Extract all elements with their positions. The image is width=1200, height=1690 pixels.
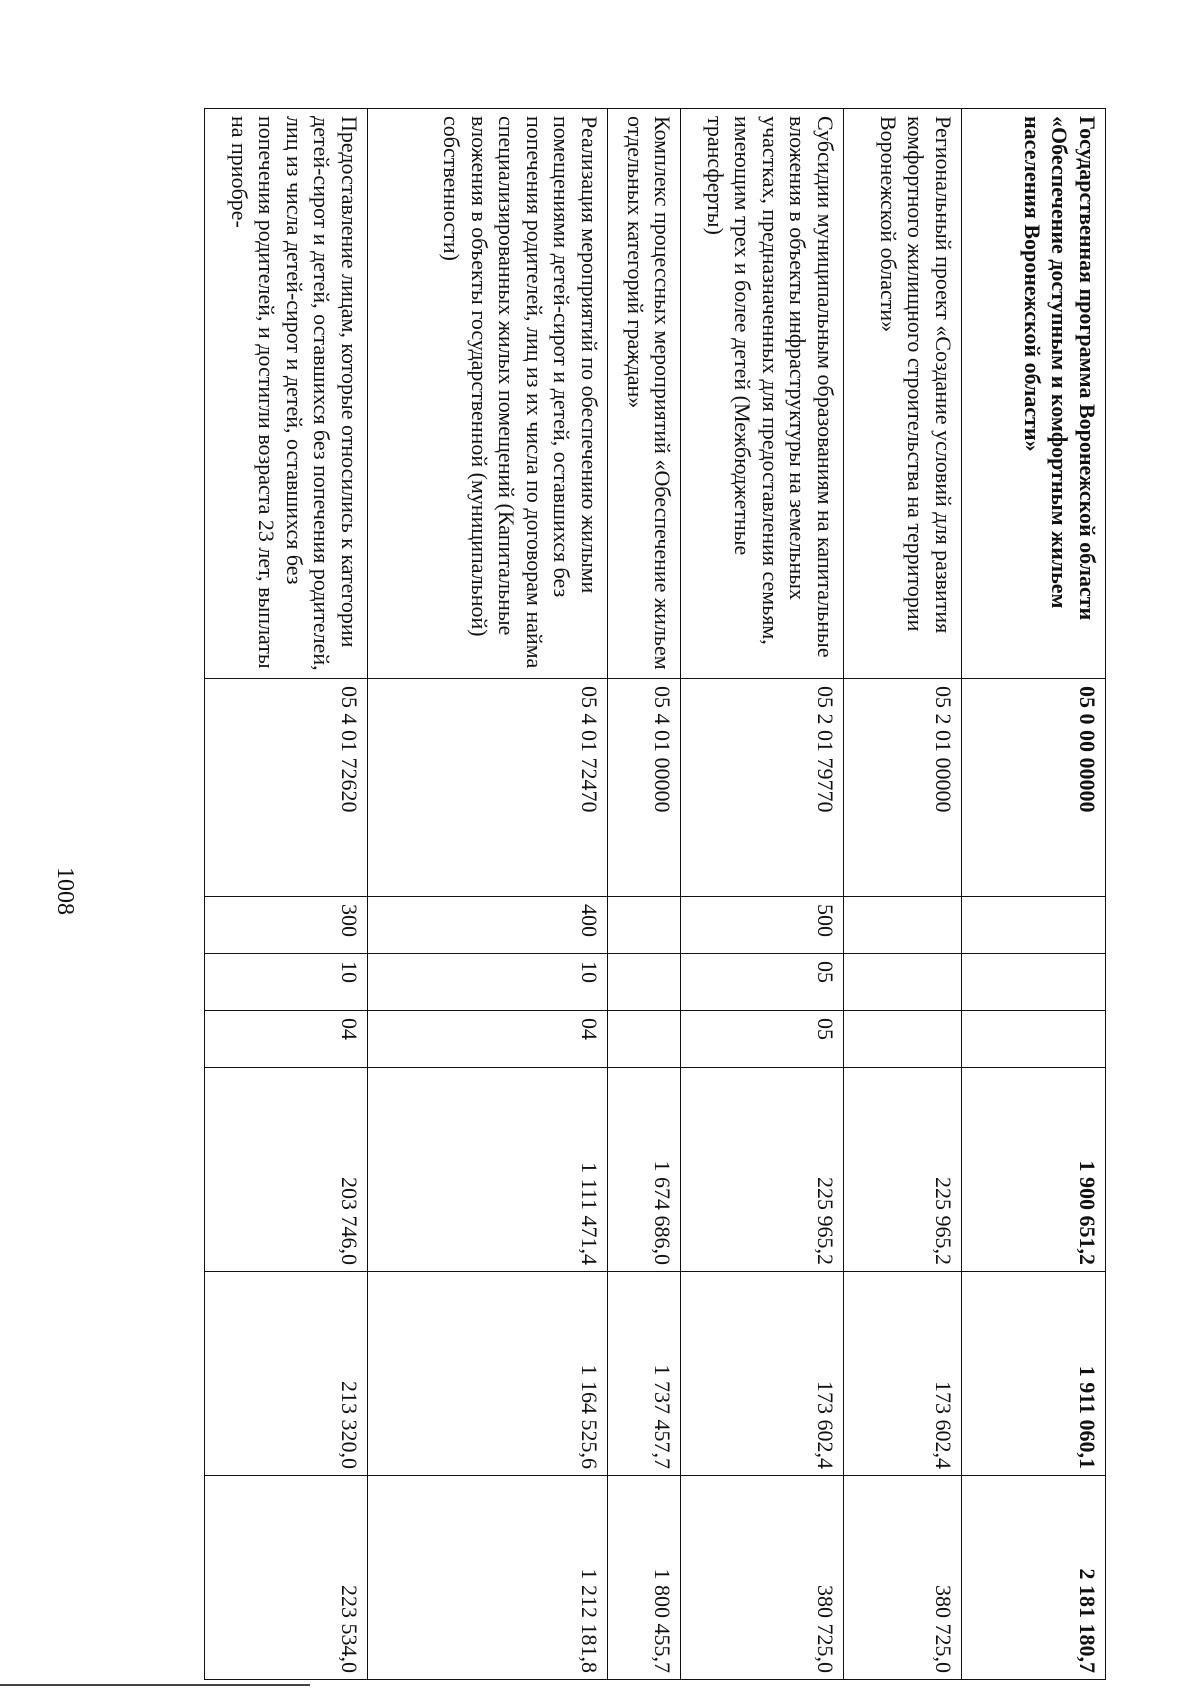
row-name-cell: Государственная программа Воронежской области «Обеспечение доступным и комфортным жильем населения Воронежской области» bbox=[961, 109, 1105, 679]
amount-year2-cell: 1 737 457,7 bbox=[607, 1272, 680, 1476]
target-article-cell: 05 4 01 72620 bbox=[205, 679, 368, 897]
footer-rule bbox=[0, 1684, 310, 1686]
subsection-cell: 04 bbox=[367, 1011, 607, 1068]
amount-year1-cell: 225 965,2 bbox=[681, 1068, 844, 1272]
amount-year3-cell: 223 534,0 bbox=[205, 1476, 368, 1680]
target-article-cell: 05 4 01 72470 bbox=[367, 679, 607, 897]
amount-year2-cell: 213 320,0 bbox=[205, 1272, 368, 1476]
expense-type-cell bbox=[607, 897, 680, 954]
amount-year2-cell: 173 602,4 bbox=[681, 1272, 844, 1476]
amount-year2-cell: 1 164 525,6 bbox=[367, 1272, 607, 1476]
subsection-cell bbox=[843, 1011, 961, 1068]
table-row bbox=[843, 109, 961, 1680]
row-name-cell: Реализация мероприятий по обеспечению жилыми помещениями детей-сирот и детей, оставшихся без попечения родителей, лиц из их числа по договорам найма специализированных жилых помещений (Капитальные вложения в объекты государственной (муниципальной) собственности) bbox=[367, 109, 607, 679]
amount-year2-cell: 1 911 060,1 bbox=[961, 1272, 1105, 1476]
subsection-cell bbox=[607, 1011, 680, 1068]
target-article-cell: 05 4 01 00000 bbox=[607, 679, 680, 897]
amount-year1-cell: 1 900 651,2 bbox=[961, 1068, 1105, 1272]
amount-year1-cell: 1 674 686,0 bbox=[607, 1068, 680, 1272]
target-article-cell: 05 2 01 00000 bbox=[843, 679, 961, 897]
expense-type-cell bbox=[843, 897, 961, 954]
amount-year1-cell: 1 111 471,4 bbox=[367, 1068, 607, 1272]
subsection-cell: 04 bbox=[205, 1011, 368, 1068]
section-cell bbox=[843, 954, 961, 1011]
section-cell bbox=[961, 954, 1105, 1011]
amount-year3-cell: 380 725,0 bbox=[681, 1476, 844, 1680]
section-cell: 05 bbox=[681, 954, 844, 1011]
table-row bbox=[607, 109, 680, 1680]
table-body bbox=[205, 109, 1106, 1680]
table-row bbox=[681, 109, 844, 1680]
table-row bbox=[367, 109, 607, 1680]
expense-type-cell: 300 bbox=[205, 897, 368, 954]
target-article-cell: 05 2 01 79770 bbox=[681, 679, 844, 897]
expense-type-cell: 400 bbox=[367, 897, 607, 954]
row-name-cell: Комплекс процессных мероприятий «Обеспечение жильем отдельных категорий граждан» bbox=[607, 109, 680, 679]
table-row bbox=[205, 109, 368, 1680]
page-number: 1008 bbox=[52, 867, 78, 915]
rotated-page-content bbox=[204, 108, 1106, 1679]
subsection-cell bbox=[961, 1011, 1105, 1068]
amount-year3-cell: 380 725,0 bbox=[843, 1476, 961, 1680]
amount-year1-cell: 203 746,0 bbox=[205, 1068, 368, 1272]
expense-type-cell: 500 bbox=[681, 897, 844, 954]
target-article-cell: 05 0 00 00000 bbox=[961, 679, 1105, 897]
section-cell: 10 bbox=[367, 954, 607, 1011]
table-row bbox=[961, 109, 1105, 1680]
row-name-cell: Субсидии муниципальным образованиям на капитальные вложения в объекты инфраструктуры на земельных участках, предназначенных для предоставления семьям, имеющим трех и более детей (Межбюджетные трансферты) bbox=[681, 109, 844, 679]
section-cell bbox=[607, 954, 680, 1011]
expense-type-cell bbox=[961, 897, 1105, 954]
row-name-cell: Предоставление лицам, которые относились к категории детей-сирот и детей, оставшихся без попечения родителей, лиц из числа детей-сирот и детей, оставшихся без попечения родителей, и достигли возраста 23 лет, выплаты на приобре- bbox=[205, 109, 368, 679]
amount-year2-cell: 173 602,4 bbox=[843, 1272, 961, 1476]
budget-table bbox=[204, 108, 1106, 1680]
amount-year3-cell: 1 212 181,8 bbox=[367, 1476, 607, 1680]
row-name-cell: Региональный проект «Создание условий для развития комфортного жилищного строительства на территории Воронежской области» bbox=[843, 109, 961, 679]
amount-year1-cell: 225 965,2 bbox=[843, 1068, 961, 1272]
amount-year3-cell: 2 181 180,7 bbox=[961, 1476, 1105, 1680]
section-cell: 10 bbox=[205, 954, 368, 1011]
subsection-cell: 05 bbox=[681, 1011, 844, 1068]
amount-year3-cell: 1 800 455,7 bbox=[607, 1476, 680, 1680]
